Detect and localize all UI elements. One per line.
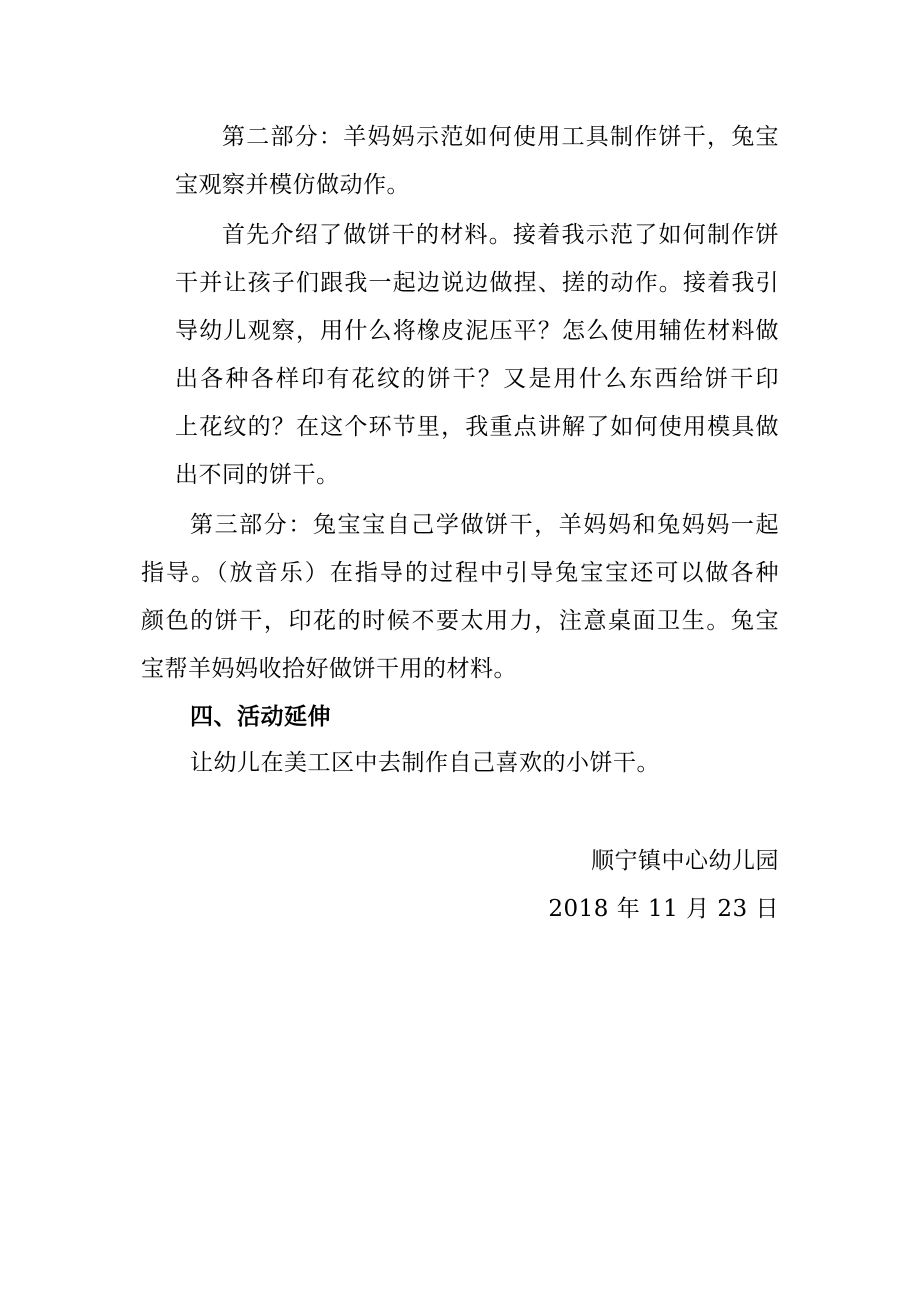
section2-line-1: 第二部分：羊妈妈示范如何使用工具制作饼干，兔宝 xyxy=(222,124,779,150)
section3-line-4: 宝帮羊妈妈收拾好做饼干用的材料。 xyxy=(141,656,517,682)
section4-heading: 四、活动延伸 xyxy=(190,703,331,730)
signature-date: 2018 年 11 月 23 日 xyxy=(548,896,779,922)
section3-line-1: 第三部分：兔宝宝自己学做饼干，羊妈妈和兔妈妈一起 xyxy=(190,512,779,538)
section2-detail-line-5: 上花纹的？在这个环节里，我重点讲解了如何使用模具做 xyxy=(175,414,779,440)
section2-detail-line-4: 出各种各样印有花纹的饼干？又是用什么东西给饼干印 xyxy=(175,366,779,392)
section2-detail-line-1: 首先介绍了做饼干的材料。接着我示范了如何制作饼 xyxy=(222,222,779,248)
signature-organization: 顺宁镇中心幼儿园 xyxy=(591,848,779,874)
section2-detail-line-3: 导幼儿观察，用什么将橡皮泥压平？怎么使用辅佐材料做 xyxy=(175,318,779,344)
section2-line-2: 宝观察并模仿做动作。 xyxy=(175,172,410,198)
section2-detail-line-6: 出不同的饼干。 xyxy=(175,462,340,488)
section3-line-3: 颜色的饼干，印花的时候不要太用力，注意桌面卫生。兔宝 xyxy=(141,608,779,634)
section3-line-2: 指导。（放音乐）在指导的过程中引导兔宝宝还可以做各种 xyxy=(141,560,779,586)
section2-detail-line-2: 干并让孩子们跟我一起边说边做捏、搓的动作。接着我引 xyxy=(175,270,779,296)
section4-text: 让幼儿在美工区中去制作自己喜欢的小饼干。 xyxy=(190,750,660,776)
